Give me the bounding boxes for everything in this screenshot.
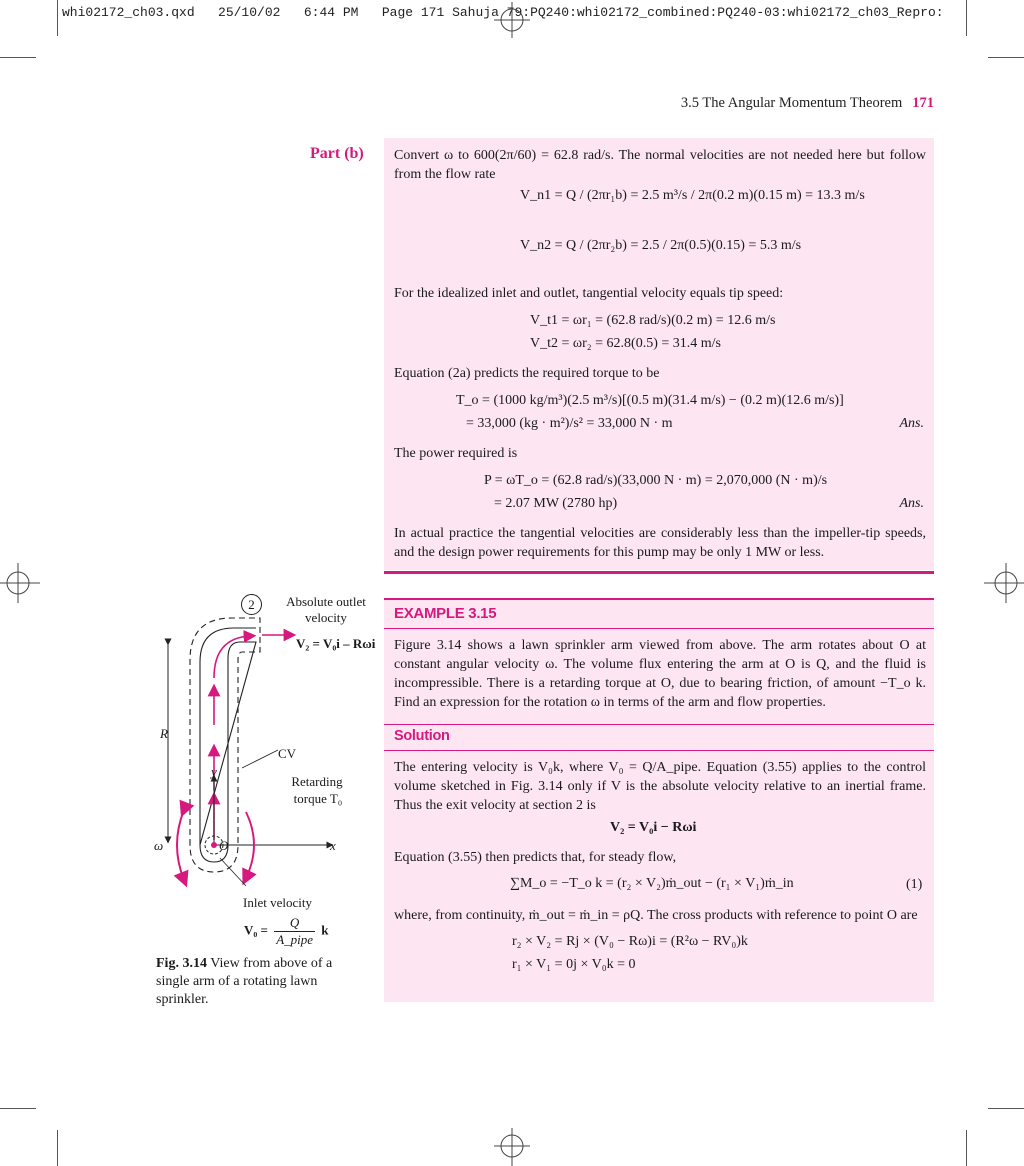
solution-paragraph-2: Equation (3.55) then predicts that, for steady flow, [394, 850, 677, 865]
example-title-rule [384, 628, 934, 629]
example-statement: Figure 3.14 shows a lawn sprinkler arm viewed from above. The arm rotates about O at constant angular velocity ω. The volume flux entering the arm at O is Q, and the fluid is incompressible. There is a retarding torque at O, due to bearing friction, of amount −T_o k. Find an expression for the rotation ω in terms of the arm and flow properties. [394, 638, 926, 710]
equation-cross-2: r₁ × V₁ = 0j × V₀k = 0 [512, 957, 636, 972]
y-axis-label: y [211, 764, 217, 779]
part-b-label: Part (b) [310, 145, 364, 162]
sprinkler-arm-figure [150, 590, 380, 890]
equation-number: (1) [906, 877, 923, 892]
crop-mark [966, 0, 967, 36]
crop-mark [0, 1108, 36, 1109]
equation-vn1-text: V_n1 = Q / (2πr₁b) = 2.5 m³/s / 2π(0.2 m)(0.15 m) = 13.3 m/s [520, 188, 865, 203]
origin-label: O [219, 838, 229, 853]
running-head-title: 3.5 The Angular Momentum Theorem [680, 95, 903, 111]
crop-mark [57, 0, 58, 36]
inlet-label: Inlet velocity [243, 895, 312, 910]
caption-number: Fig. 3.14 [156, 956, 207, 971]
equation-v2: V₂ = V₀i − Rωi [610, 820, 697, 835]
solution-paragraph-1: The entering velocity is V₀k, where V₀ = Q/A_pipe. Equation (3.55) applies to the control volume sketched in Fig. 3.14 only if V is the absolute velocity relative to an inertial frame. Thus the exit velocity at section 2 is [394, 760, 926, 813]
outlet-label-line-2: velocity [305, 610, 347, 625]
registration-mark-icon [0, 563, 40, 603]
solution-paragraph-3: where, from continuity, ṁ_out = ṁ_in = ρQ. The cross products with reference to point O are [394, 908, 918, 923]
equation-power-1: P = ωT_o = (62.8 rad/s)(33,000 N · m) = 2,070,000 (N · m)/s [484, 473, 828, 488]
running-head [681, 95, 934, 112]
inlet-numerator: Q [274, 915, 315, 932]
crop-mark [0, 57, 36, 58]
inlet-fraction [274, 915, 315, 948]
inlet-equation [244, 915, 329, 948]
crop-mark [57, 1130, 58, 1166]
crop-mark [988, 1108, 1024, 1109]
equation-vn2-text: V_n2 = Q / (2πr₂b) = 2.5 / 2π(0.5)(0.15) = 5.3 m/s [520, 238, 802, 253]
outlet-velocity-equation: V₂ = V₀i – Rωi [296, 636, 376, 651]
equation-vt1: V_t1 = ωr₁ = (62.8 rad/s)(0.2 m) = 12.6 m/s [530, 313, 776, 328]
crop-mark [988, 57, 1024, 58]
caption-text: View from above of a single arm of a rotating lawn sprinkler. [156, 956, 333, 1007]
solution-top-rule [384, 724, 934, 725]
power-intro: The power required is [394, 446, 518, 461]
answer-marker: Ans. [899, 496, 924, 511]
figure-caption [156, 955, 356, 1009]
solution-title: Solution [394, 728, 450, 744]
outlet-label-line-1: Absolute outlet [286, 594, 366, 609]
page-number: 171 [912, 95, 934, 111]
control-volume-label: CV [278, 746, 297, 761]
radius-label: R [160, 726, 168, 741]
retarding-label-line-2: torque T₀ [293, 791, 343, 806]
registration-mark-icon [494, 1128, 530, 1166]
part-b-closing: In actual practice the tangential velocities are considerably less than the impeller-tip speeds, and the design power requirements for this pump may be only 1 MW or less. [394, 526, 926, 560]
solution-title-rule [384, 750, 934, 751]
print-slug: whi02172_ch03.qxd 25/10/02 6:44 PM Page 171 Sahuja 79:PQ240:whi02172_combined:PQ240-03:whi02172_ch03_Repro: [62, 5, 944, 20]
equation-vn1 [520, 188, 865, 204]
retarding-label-line-1: Retarding [291, 774, 343, 789]
equation-vn2 [520, 238, 801, 254]
equation-cross-1: r₂ × V₂ = Rj × (V₀ − Rω)i = (R²ω − RV₀)k [512, 934, 748, 949]
torque-intro: Equation (2a) predicts the required torque to be [394, 366, 660, 381]
crop-mark [966, 1130, 967, 1166]
inlet-unit-vector: k [321, 922, 329, 938]
answer-marker: Ans. [899, 416, 924, 431]
example-title: EXAMPLE 3.15 [394, 605, 497, 622]
omega-label: ω [154, 838, 164, 853]
equation-vt2: V_t2 = ωr₂ = 62.8(0.5) = 31.4 m/s [530, 336, 721, 351]
equation-torque-2: = 33,000 (kg · m²)/s² = 33,000 N · m [466, 416, 673, 431]
section-2-marker: 2 [241, 594, 262, 615]
part-b-intro: Convert ω to 600(2π/60) = 62.8 rad/s. The normal velocities are not needed here but follow from the flow rate [394, 148, 926, 182]
tangential-intro: For the idealized inlet and outlet, tangential velocity equals tip speed: [394, 286, 784, 301]
equation-power-2: = 2.07 MW (2780 hp) [494, 496, 618, 511]
registration-mark-icon [984, 563, 1024, 603]
inlet-denominator: A_pipe [276, 932, 314, 947]
section-divider [384, 571, 934, 574]
equation-1: ∑M_o = −T_o k = (r₂ × V₂)ṁ_out − (r₁ × V₁)ṁ_in [510, 876, 794, 891]
equation-torque-1: T_o = (1000 kg/m³)(2.5 m³/s)[(0.5 m)(31.4 m/s) − (0.2 m)(12.6 m/s)] [456, 393, 844, 408]
registration-mark-icon [494, 2, 530, 38]
x-axis-label: x [330, 838, 336, 853]
inlet-equation-lhs: V₀ = [244, 922, 268, 938]
